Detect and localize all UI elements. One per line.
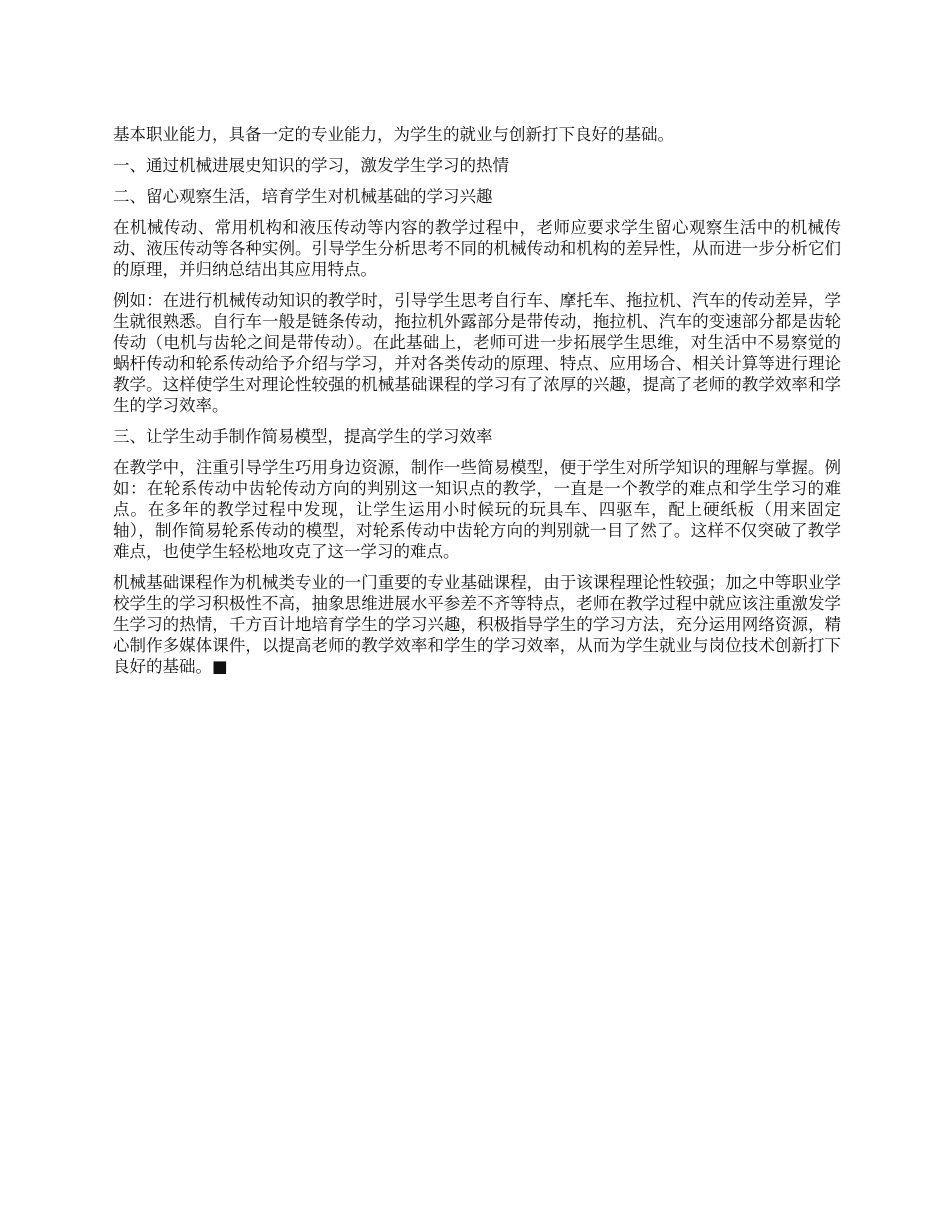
paragraph-example: 例如：在进行机械传动知识的教学时，引导学生思考自行车、摩托车、拖拉机、汽车的传动差异，学生就很熟悉。自行车一般是链条传动，拖拉机外露部分是带传动，拖拉机、汽车的变速部分都是齿轮传动（电机与齿轮之间是带传动）。在此基础上，老师可进一步拓展学生思维，对生活中不易察觉的蜗杆传动和轮系传动给予介绍与学习，并对各类传动的原理、特点、应用场合、相关计算等进行理论教学。这样使学生对理论性较强的机械基础课程的学习有了浓厚的兴趣，提高了老师的教学效率和学生的学习效率。 <box>113 291 841 415</box>
section-heading-3: 三、让学生动手制作简易模型，提高学生的学习效率 <box>113 427 493 446</box>
paragraph-continuation: 基本职业能力，具备一定的专业能力，为学生的就业与创新打下良好的基础。 <box>113 125 674 144</box>
paragraph-conclusion: 机械基础课程作为机械类专业的一门重要的专业基础课程，由于该课程理论性较强；加之中等职业学校学生的学习积极性不高，抽象思维进展水平参差不齐等特点，老师在教学过程中就应该注重激发学生学习的热情，千方百计地培育学生的学习兴趣，积极指导学生的学习方法，充分运用网络资源，精心制作多媒体课件，以提高老师的教学效率和学生的学习效率，从而为学生就业与岗位技术创新打下良好的基础。■ <box>113 573 841 676</box>
paragraph-model-making: 在教学中，注重引导学生巧用身边资源，制作一些简易模型，便于学生对所学知识的理解与掌握。例如：在轮系传动中齿轮传动方向的判别这一知识点的教学，一直是一个教学的难点和学生学习的难点。在多年的教学过程中发现，让学生运用小时候玩的玩具车、四驱车，配上硬纸板（用来固定轴），制作简易轮系传动的模型，对轮系传动中齿轮方向的判别就一目了然了。这样不仅突破了教学难点，也使学生轻松地攻克了这一学习的难点。 <box>113 458 841 561</box>
section-heading-2: 二、留心观察生活，培育学生对机械基础的学习兴趣 <box>113 187 493 206</box>
paragraph-observation: 在机械传动、常用机构和液压传动等内容的教学过程中，老师应要求学生留心观察生活中的机械传动、液压传动等各种实例。引导学生分析思考不同的机械传动和机构的差异性，从而进一步分析它们的原理，并归纳总结出其应用特点。 <box>113 218 841 279</box>
document-body <box>113 124 841 687</box>
section-heading-1: 一、通过机械进展史知识的学习，激发学生学习的热情 <box>113 156 509 175</box>
